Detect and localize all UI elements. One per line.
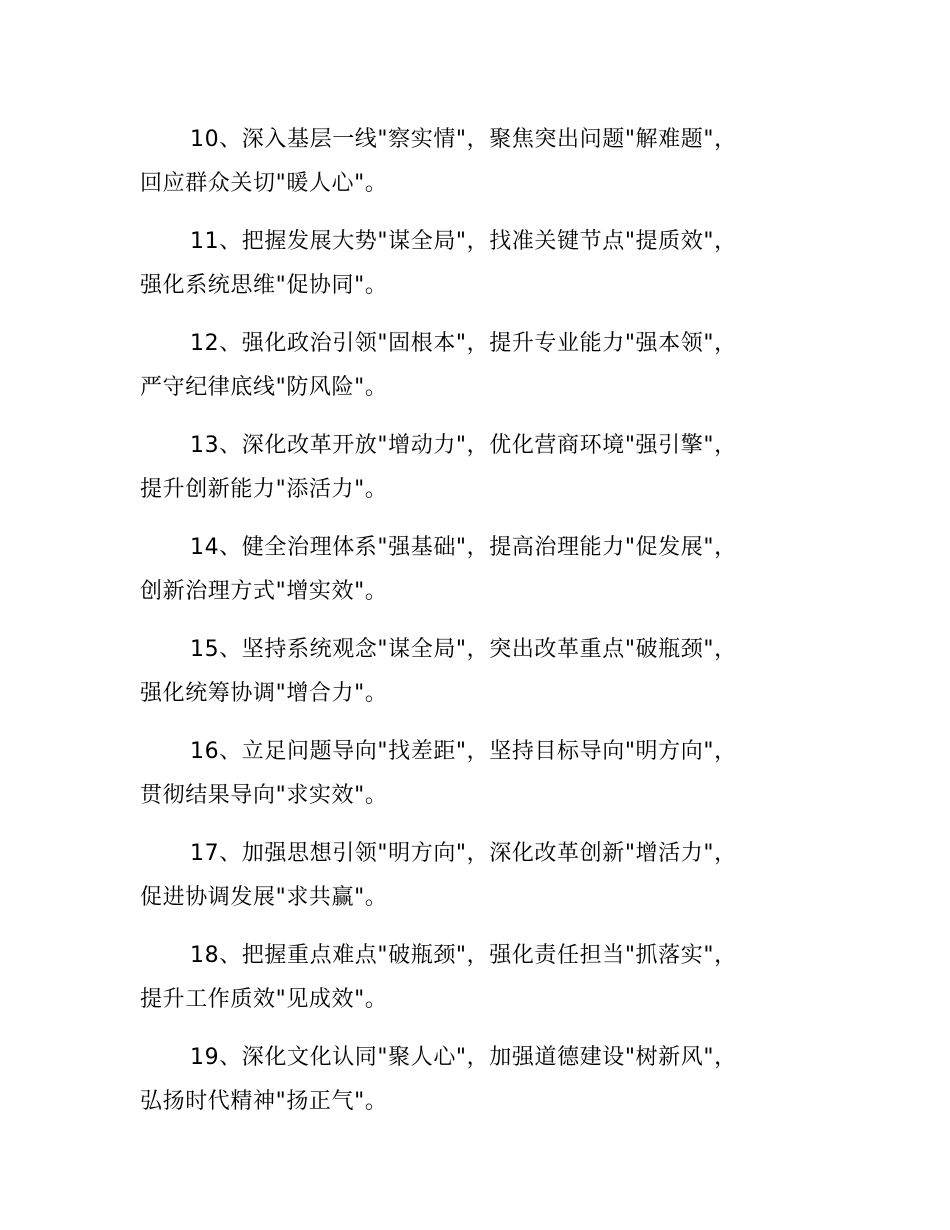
paragraph-line: 提升工作质效"见成效"。 [140, 987, 388, 1012]
paragraph-19 [140, 1036, 820, 1124]
paragraph-18 [140, 934, 820, 1022]
paragraph-line: 弘扬时代精神"扬正气"。 [140, 1089, 388, 1114]
document-body [140, 118, 820, 1138]
paragraph-line: 严守纪律底线"防风险"。 [140, 375, 388, 400]
paragraph-11 [140, 220, 820, 308]
paragraph-line: 贯彻结果导向"求实效"。 [140, 783, 388, 808]
paragraph-line: 强化统筹协调"增合力"。 [140, 681, 388, 706]
paragraph-line: 17、加强思想引领"明方向"，深化改革创新"增活力"， [190, 841, 737, 866]
paragraph-12 [140, 322, 820, 410]
paragraph-line: 16、立足问题导向"找差距"，坚持目标导向"明方向"， [190, 739, 737, 764]
paragraph-line: 强化系统思维"促协同"。 [140, 273, 388, 298]
paragraph-line: 18、把握重点难点"破瓶颈"，强化责任担当"抓落实"， [190, 943, 737, 968]
paragraph-line: 创新治理方式"增实效"。 [140, 579, 388, 604]
paragraph-line: 19、深化文化认同"聚人心"，加强道德建设"树新风"， [190, 1045, 737, 1070]
paragraph-line: 13、深化改革开放"增动力"，优化营商环境"强引擎"， [190, 433, 737, 458]
paragraph-line: 10、深入基层一线"察实情"，聚焦突出问题"解难题"， [190, 127, 737, 152]
paragraph-16 [140, 730, 820, 818]
paragraph-13 [140, 424, 820, 512]
paragraph-line: 12、强化政治引领"固根本"，提升专业能力"强本领"， [190, 331, 737, 356]
paragraph-line: 11、把握发展大势"谋全局"，找准关键节点"提质效"， [190, 229, 737, 254]
paragraph-line: 促进协调发展"求共赢"。 [140, 885, 388, 910]
paragraph-line: 15、坚持系统观念"谋全局"，突出改革重点"破瓶颈"， [190, 637, 737, 662]
paragraph-10 [140, 118, 820, 206]
paragraph-line: 14、健全治理体系"强基础"，提高治理能力"促发展"， [190, 535, 737, 560]
paragraph-line: 回应群众关切"暖人心"。 [140, 171, 388, 196]
paragraph-15 [140, 628, 820, 716]
paragraph-line: 提升创新能力"添活力"。 [140, 477, 388, 502]
paragraph-17 [140, 832, 820, 920]
paragraph-14 [140, 526, 820, 614]
